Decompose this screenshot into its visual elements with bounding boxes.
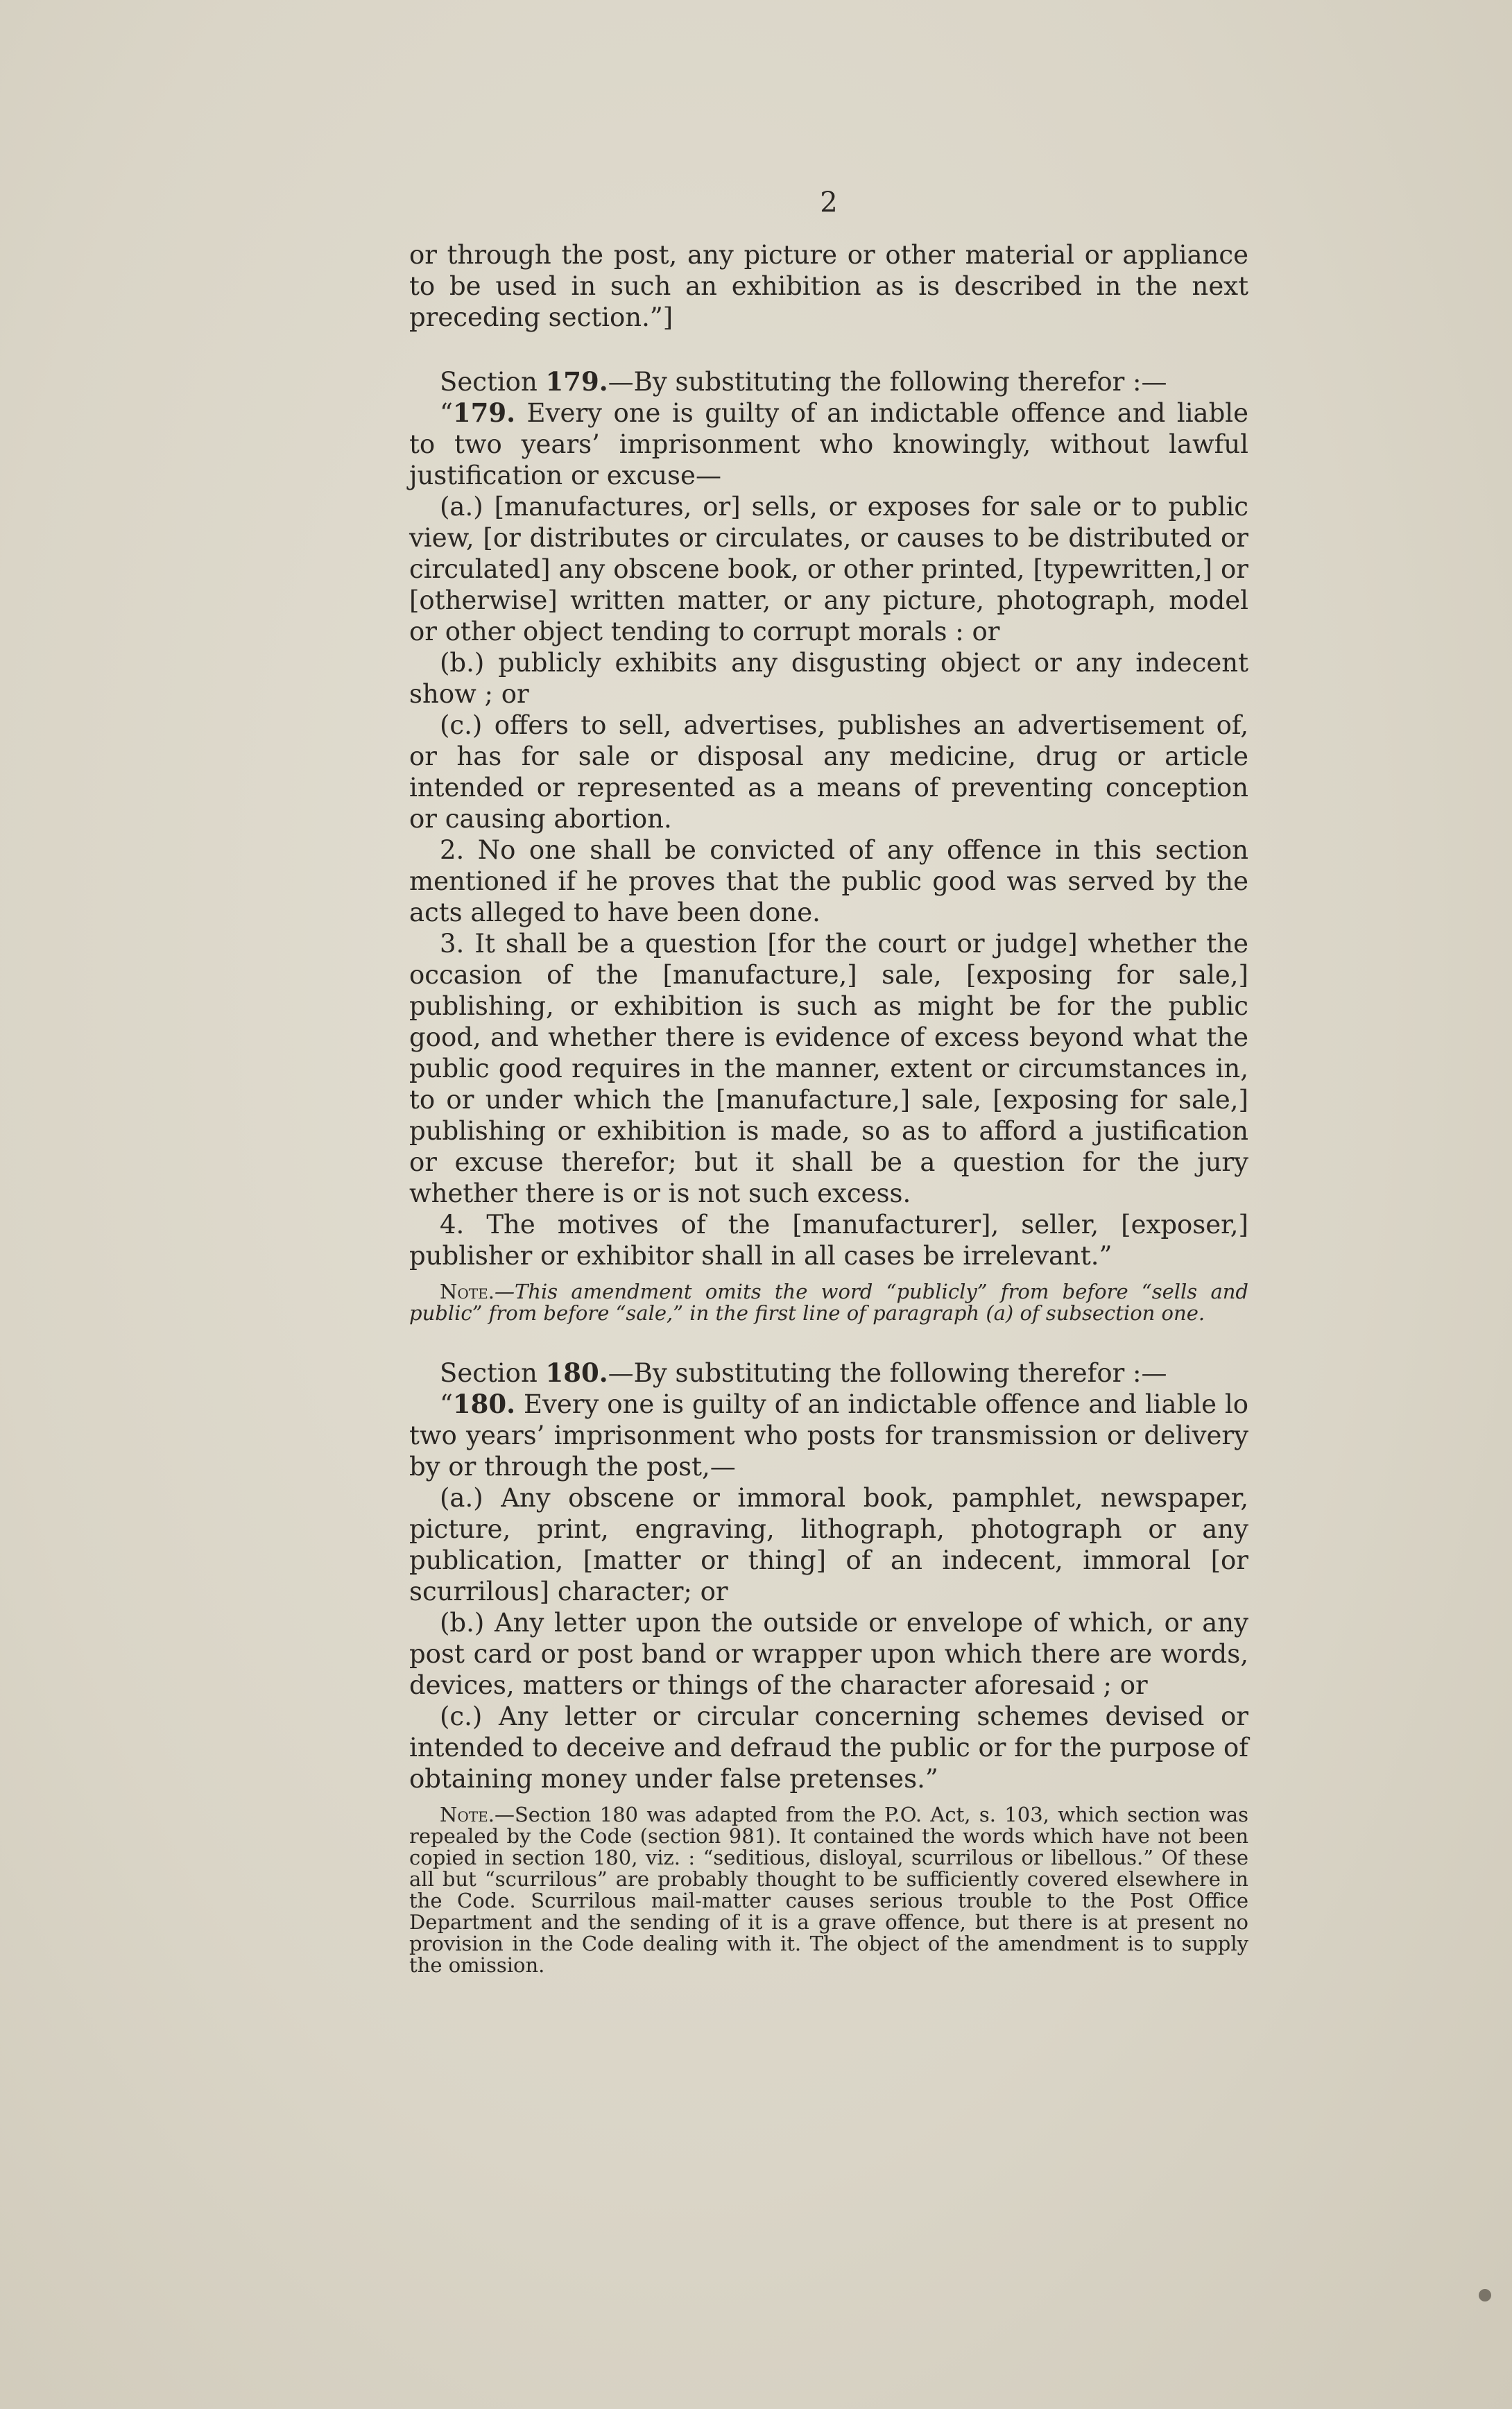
section-179-number-quoted: 179. — [452, 397, 516, 428]
section-180-heading-prefix: Section — [440, 1358, 538, 1388]
text-block — [409, 187, 1248, 1976]
section-179-note — [409, 1281, 1248, 1324]
section-179-lead — [409, 397, 1248, 491]
section-180-open-quote: “ — [440, 1389, 453, 1419]
section-180-lead — [409, 1389, 1248, 1482]
section-180-para-b: (b.) Any letter upon the outside or envelope of which, or any post card or post band or wrapper upon which there are words, devices, matters or things of the character aforesaid ; or — [409, 1608, 1248, 1700]
section-179-number: 179. — [545, 366, 608, 397]
section-179-para-c: (c.) offers to sell, advertises, publishes an advertisement of, or has for sale or disposal any medicine, drug or article intended or represented as a means of preventing conception or causing abortion. — [409, 710, 1248, 834]
section-179-lead-text: Every one is guilty of an indictable offence and liable to two years’ imprisonment who knowingly, without lawful justification or excuse— — [409, 398, 1248, 490]
section-180-note — [409, 1804, 1248, 1976]
section-179-note-text: —This amendment omits the word “publicly” from before “sells and public” from before “sale,” in the first line of paragraph (a) of subsection one. — [409, 1280, 1248, 1325]
section-180-heading-suffix: —By substituting the following therefor :— — [608, 1358, 1167, 1388]
section-179-heading-prefix: Section — [440, 367, 538, 397]
section-179-para-4: 4. The motives of the [manufacturer], seller, [exposer,] publisher or exhibitor shall in all cases be irrelevant.” — [409, 1210, 1248, 1271]
section-180-note-text: —Section 180 was adapted from the P.O. Act, s. 103, which section was repealed by the Code (section 981). It contained the words which have not been copied in section 180, viz. : “seditious, disloyal, scurrilous or libellous.” Of these all but “scurrilous” are probably thought to be sufficiently covered elsewhere in the Code. Scurrilous mail-matter causes serious trouble to the Post Office Department and the sending of it is a grave offence, but there is at present no provision in the Code dealing with it. The object of the amendment is to supply the omission. — [409, 1803, 1248, 1977]
section-180-number: 180. — [545, 1357, 608, 1388]
section-179-note-label: Note. — [440, 1280, 495, 1303]
page-number: 2 — [820, 187, 838, 218]
section-180-para-a: (a.) Any obscene or immoral book, pamphlet, newspaper, picture, print, engraving, lithograph, photograph or any publication, [matter or thing] of an indecent, immoral [or scurrilous] character; or — [409, 1483, 1248, 1606]
section-179-para-b: (b.) publicly exhibits any disgusting object or any indecent show ; or — [409, 648, 1248, 709]
section-180-heading — [409, 1357, 1248, 1389]
section-180-lead-text: Every one is guilty of an indictable offence and liable lo two years’ imprisonment who posts for transmission or delivery by or through the post,— — [409, 1389, 1248, 1482]
section-180-para-c: (c.) Any letter or circular concerning schemes devised or intended to deceive and defraud the public or for the purpose of obtaining money under false pretenses.” — [409, 1701, 1248, 1794]
section-179-para-3: 3. It shall be a question [for the court or judge] whether the occasion of the [manufacture,] sale, [exposing for sale,] publishing, or exhibition is such as might be for the public good, and whether there is evidence of excess beyond what the public good requires in the manner, extent or circumstances in, to or under which the [manufacture,] sale, [exposing for sale,] publishing or exhibition is made, so as to afford a justification or excuse therefor; but it shall be a question for the jury whether there is or is not such excess. — [409, 929, 1248, 1208]
section-179-heading — [409, 366, 1248, 397]
ink-smudge — [1479, 2289, 1491, 2301]
section-179-heading-suffix: —By substituting the following therefor :— — [608, 367, 1167, 397]
intro-continuation: or through the post, any picture or other material or appliance to be used in such an exhibition as is described in the next preceding section.”] — [409, 240, 1248, 332]
section-180-number-quoted: 180. — [452, 1389, 516, 1419]
section-179-open-quote: “ — [440, 398, 453, 428]
section-179-para-a: (a.) [manufactures, or] sells, or exposes for sale or to public view, [or distributes or circulates, or causes to be distributed or circulated] any obscene book, or other printed, [typewritten,] or [otherwise] written matter, or any picture, photograph, model or other object tending to corrupt morals : or — [409, 492, 1248, 646]
section-180-note-label: Note. — [440, 1803, 495, 1826]
section-179-para-2: 2. No one shall be convicted of any offence in this section mentioned if he proves that the public good was served by the acts alleged to have been done. — [409, 835, 1248, 927]
